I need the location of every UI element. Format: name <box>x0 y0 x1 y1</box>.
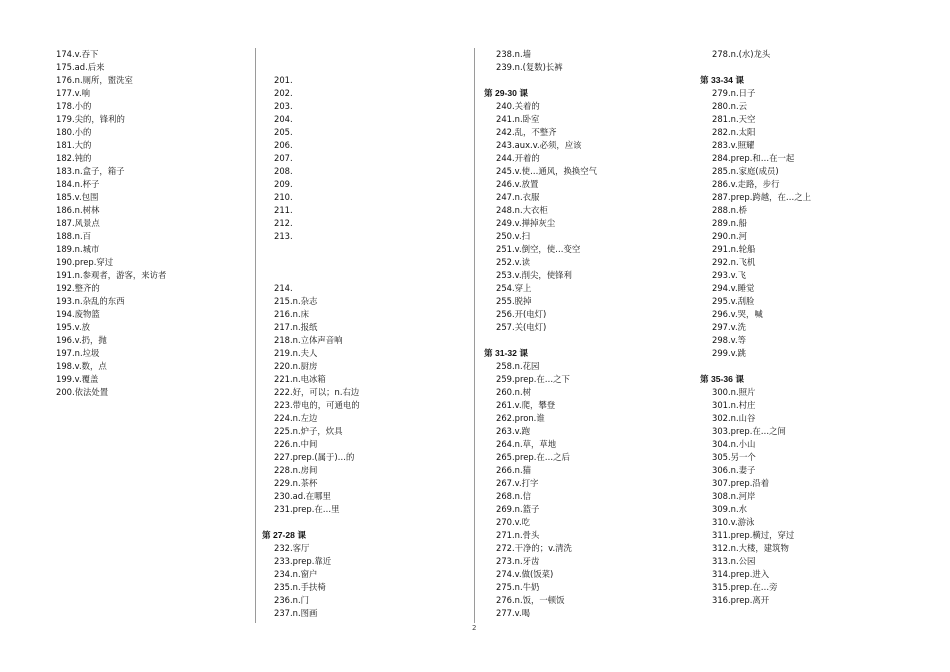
vocab-entry: 258.n.花园 <box>496 361 540 371</box>
vocab-entry: 195.v.放 <box>56 322 90 332</box>
vocab-entry: 237.n.图画 <box>274 608 318 618</box>
spacer <box>262 243 462 256</box>
vocab-entry: 312.n.大楼，建筑物 <box>712 543 789 553</box>
vocab-entry: 249.v.掸掉灰尘 <box>496 218 556 228</box>
vocab-entry: 174.v.吞下 <box>56 49 99 59</box>
spacer <box>262 256 462 269</box>
vocab-entry: 243.aux.v.必须，应该 <box>496 140 582 150</box>
vocab-entry: 263.v.跑 <box>496 426 530 436</box>
page-number: 2 <box>472 624 477 632</box>
vocab-entry: 281.n.天空 <box>712 114 756 124</box>
vocab-entry: 181.大的 <box>56 140 92 150</box>
vocab-column-1 <box>56 48 246 399</box>
spacer <box>700 360 900 373</box>
vocab-entry: 176.n.厕所，盥洗室 <box>56 75 133 85</box>
vocab-entry: 193.n.杂乱的东西 <box>56 296 125 306</box>
vocab-entry: 247.n.衣服 <box>496 192 540 202</box>
lesson-heading: 第 33-34 课 <box>700 75 744 85</box>
vocab-entry: 211. <box>274 205 293 215</box>
vocab-entry: 267.v.打字 <box>496 478 539 488</box>
vocab-entry: 282.n.太阳 <box>712 127 756 137</box>
spacer <box>262 269 462 282</box>
lesson-heading: 第 27-28 课 <box>262 530 306 540</box>
vocab-entry: 277.v.喝 <box>496 608 530 618</box>
spacer <box>700 61 900 74</box>
vocab-entry: 216.n.床 <box>274 309 309 319</box>
vocab-entry: 291.n.轮船 <box>712 244 756 254</box>
vocab-entry: 202. <box>274 88 293 98</box>
vocab-entry: 272.干净的；v.清洗 <box>496 543 572 553</box>
vocab-entry: 241.n.卧室 <box>496 114 540 124</box>
lesson-heading: 第 31-32 课 <box>484 348 528 358</box>
vocab-entry: 206. <box>274 140 293 150</box>
vocab-entry: 238.n.墙 <box>496 49 531 59</box>
vocab-entry: 250.v.扫 <box>496 231 530 241</box>
vocab-entry: 305.另一个 <box>712 452 756 462</box>
vocab-entry: 194.废物篮 <box>56 309 100 319</box>
vocab-entry: 227.prep.(属于)…的 <box>274 452 355 462</box>
vocab-entry: 240.关着的 <box>496 101 540 111</box>
vocab-entry: 284.prep.和…在一起 <box>712 153 795 163</box>
vocab-entry: 179.尖的，锋利的 <box>56 114 125 124</box>
vocab-entry: 244.开着的 <box>496 153 540 163</box>
spacer <box>484 74 689 87</box>
vocab-entry: 198.v.数，点 <box>56 361 107 371</box>
vocab-entry: 201. <box>274 75 293 85</box>
vocab-entry: 253.v.削尖，使锋利 <box>496 270 572 280</box>
vocab-entry: 231.prep.在…里 <box>274 504 340 514</box>
vocab-entry: 310.v.游泳 <box>712 517 755 527</box>
vocab-entry: 278.n.(水)龙头 <box>712 49 771 59</box>
vocab-entry: 214. <box>274 283 293 293</box>
vocab-entry: 197.n.垃圾 <box>56 348 100 358</box>
vocab-entry: 276.n.饭，一顿饭 <box>496 595 565 605</box>
vocab-entry: 268.n.信 <box>496 491 531 501</box>
vocab-entry: 182.钝的 <box>56 153 92 163</box>
vocab-entry: 280.n.云 <box>712 101 747 111</box>
vocab-entry: 210. <box>274 192 293 202</box>
vocab-entry: 189.n.城市 <box>56 244 100 254</box>
vocab-entry: 186.n.树林 <box>56 205 100 215</box>
vocab-entry: 266.n.猫 <box>496 465 531 475</box>
vocab-entry: 242.乱，不整齐 <box>496 127 557 137</box>
vocab-entry: 264.n.草，草地 <box>496 439 557 449</box>
vocab-entry: 296.v.哭，喊 <box>712 309 763 319</box>
vocab-entry: 236.n.门 <box>274 595 309 605</box>
vocab-column-3 <box>484 48 689 620</box>
vocab-column-4 <box>700 48 900 607</box>
vocab-entry: 215.n.杂志 <box>274 296 318 306</box>
vocab-entry: 196.v.扔，抛 <box>56 335 107 345</box>
vocab-entry: 298.v.等 <box>712 335 746 345</box>
vocab-entry: 192.整齐的 <box>56 283 100 293</box>
vocab-entry: 232.客厅 <box>274 543 310 553</box>
vocab-entry: 233.prep.靠近 <box>274 556 332 566</box>
vocab-entry: 209. <box>274 179 293 189</box>
vocab-entry: 219.n.夫人 <box>274 348 318 358</box>
vocab-entry: 289.n.船 <box>712 218 747 228</box>
vocab-entry: 288.n.桥 <box>712 205 747 215</box>
vocab-entry: 302.n.山谷 <box>712 413 756 423</box>
vocab-entry: 259.prep.在…之下 <box>496 374 570 384</box>
vocab-entry: 265.prep.在…之后 <box>496 452 570 462</box>
vocab-entry: 290.n.河 <box>712 231 747 241</box>
vocab-entry: 199.v.覆盖 <box>56 374 99 384</box>
vocab-entry: 269.n.篮子 <box>496 504 540 514</box>
vocab-entry: 300.n.照片 <box>712 387 756 397</box>
vocab-entry: 180.小的 <box>56 127 92 137</box>
vocab-entry: 222.好，可以；n.右边 <box>274 387 360 397</box>
vocab-entry: 252.v.读 <box>496 257 530 267</box>
vocab-entry: 255.脱掉 <box>496 296 532 306</box>
vocab-entry: 293.v.飞 <box>712 270 746 280</box>
vocab-entry: 316.prep.离开 <box>712 595 770 605</box>
vocab-entry: 213. <box>274 231 293 241</box>
lesson-heading: 第 35-36 课 <box>700 374 744 384</box>
vocab-entry: 262.pron.谁 <box>496 413 545 423</box>
vocab-entry: 294.v.睡觉 <box>712 283 755 293</box>
vocab-entry: 175.ad.后来 <box>56 62 105 72</box>
vocab-entry: 185.v.包围 <box>56 192 99 202</box>
spacer <box>484 334 689 347</box>
spacer <box>262 48 462 61</box>
vocab-entry: 221.n.电冰箱 <box>274 374 326 384</box>
vocab-entry: 287.prep.跨越，在…之上 <box>712 192 811 202</box>
spacer <box>262 61 462 74</box>
vocab-column-2 <box>262 48 462 620</box>
vocab-entry: 313.n.公园 <box>712 556 756 566</box>
vocab-entry: 246.v.放置 <box>496 179 539 189</box>
vocab-entry: 304.n.小山 <box>712 439 756 449</box>
vocab-entry: 260.n.树 <box>496 387 531 397</box>
column-divider <box>255 48 256 623</box>
vocab-entry: 299.v.跳 <box>712 348 746 358</box>
vocab-entry: 184.n.杯子 <box>56 179 100 189</box>
vocab-entry: 251.v.倒空，使…变空 <box>496 244 581 254</box>
vocab-entry: 309.n.水 <box>712 504 747 514</box>
vocab-entry: 191.n.参观者，游客，来访者 <box>56 270 167 280</box>
vocab-entry: 307.prep.沿着 <box>712 478 770 488</box>
vocab-entry: 297.v.洗 <box>712 322 746 332</box>
vocab-entry: 315.prep.在…旁 <box>712 582 778 592</box>
vocab-entry: 223.带电的，可通电的 <box>274 400 360 410</box>
vocab-entry: 190.prep.穿过 <box>56 257 114 267</box>
vocab-entry: 212. <box>274 218 293 228</box>
vocab-entry: 229.n.茶杯 <box>274 478 318 488</box>
vocab-entry: 261.v.爬，攀登 <box>496 400 556 410</box>
vocab-entry: 256.开(电灯) <box>496 309 547 319</box>
column-divider <box>474 48 475 623</box>
vocab-entry: 306.n.妻子 <box>712 465 756 475</box>
vocab-entry: 208. <box>274 166 293 176</box>
vocab-entry: 275.n.牛奶 <box>496 582 540 592</box>
vocab-entry: 204. <box>274 114 293 124</box>
vocab-entry: 254.穿上 <box>496 283 532 293</box>
vocab-entry: 239.n.(复数)长裤 <box>496 62 563 72</box>
spacer <box>262 516 462 529</box>
vocab-entry: 286.v.走路，步行 <box>712 179 780 189</box>
vocab-entry: 224.n.左边 <box>274 413 318 423</box>
vocab-entry: 207. <box>274 153 293 163</box>
vocab-entry: 273.n.牙齿 <box>496 556 540 566</box>
vocab-entry: 301.n.村庄 <box>712 400 756 410</box>
vocab-entry: 271.n.骨头 <box>496 530 540 540</box>
vocab-entry: 283.v.照耀 <box>712 140 755 150</box>
vocab-entry: 225.n.炉子，炊具 <box>274 426 343 436</box>
vocab-entry: 274.v.做(饭菜) <box>496 569 554 579</box>
vocab-entry: 228.n.房间 <box>274 465 318 475</box>
vocab-entry: 183.n.盒子，箱子 <box>56 166 125 176</box>
vocab-entry: 248.n.大衣柜 <box>496 205 548 215</box>
vocab-entry: 220.n.厨房 <box>274 361 318 371</box>
vocab-entry: 245.v.使…通风，换换空气 <box>496 166 597 176</box>
vocab-entry: 188.n.百 <box>56 231 91 241</box>
vocab-entry: 226.n.中间 <box>274 439 318 449</box>
vocab-entry: 295.v.刮脸 <box>712 296 755 306</box>
vocab-entry: 270.v.吃 <box>496 517 530 527</box>
vocab-entry: 187.风景点 <box>56 218 100 228</box>
vocab-entry: 308.n.河岸 <box>712 491 756 501</box>
vocab-entry: 314.prep.进入 <box>712 569 770 579</box>
vocab-entry: 205. <box>274 127 293 137</box>
lesson-heading: 第 29-30 课 <box>484 88 528 98</box>
vocab-entry: 279.n.日子 <box>712 88 756 98</box>
vocab-entry: 257.关(电灯) <box>496 322 547 332</box>
vocab-entry: 203. <box>274 101 293 111</box>
vocab-entry: 230.ad.在哪里 <box>274 491 331 501</box>
vocab-entry: 217.n.报纸 <box>274 322 318 332</box>
vocab-entry: 234.n.窗户 <box>274 569 318 579</box>
vocab-entry: 200.依法处置 <box>56 387 109 397</box>
vocab-entry: 218.n.立体声音响 <box>274 335 343 345</box>
vocab-entry: 303.prep.在…之间 <box>712 426 786 436</box>
vocab-entry: 292.n.飞机 <box>712 257 756 267</box>
vocab-entry: 177.v.响 <box>56 88 90 98</box>
vocab-entry: 178.小的 <box>56 101 92 111</box>
vocab-entry: 235.n.手扶椅 <box>274 582 326 592</box>
vocab-entry: 285.n.家庭(成员) <box>712 166 779 176</box>
vocab-entry: 311.prep.横过，穿过 <box>712 530 795 540</box>
